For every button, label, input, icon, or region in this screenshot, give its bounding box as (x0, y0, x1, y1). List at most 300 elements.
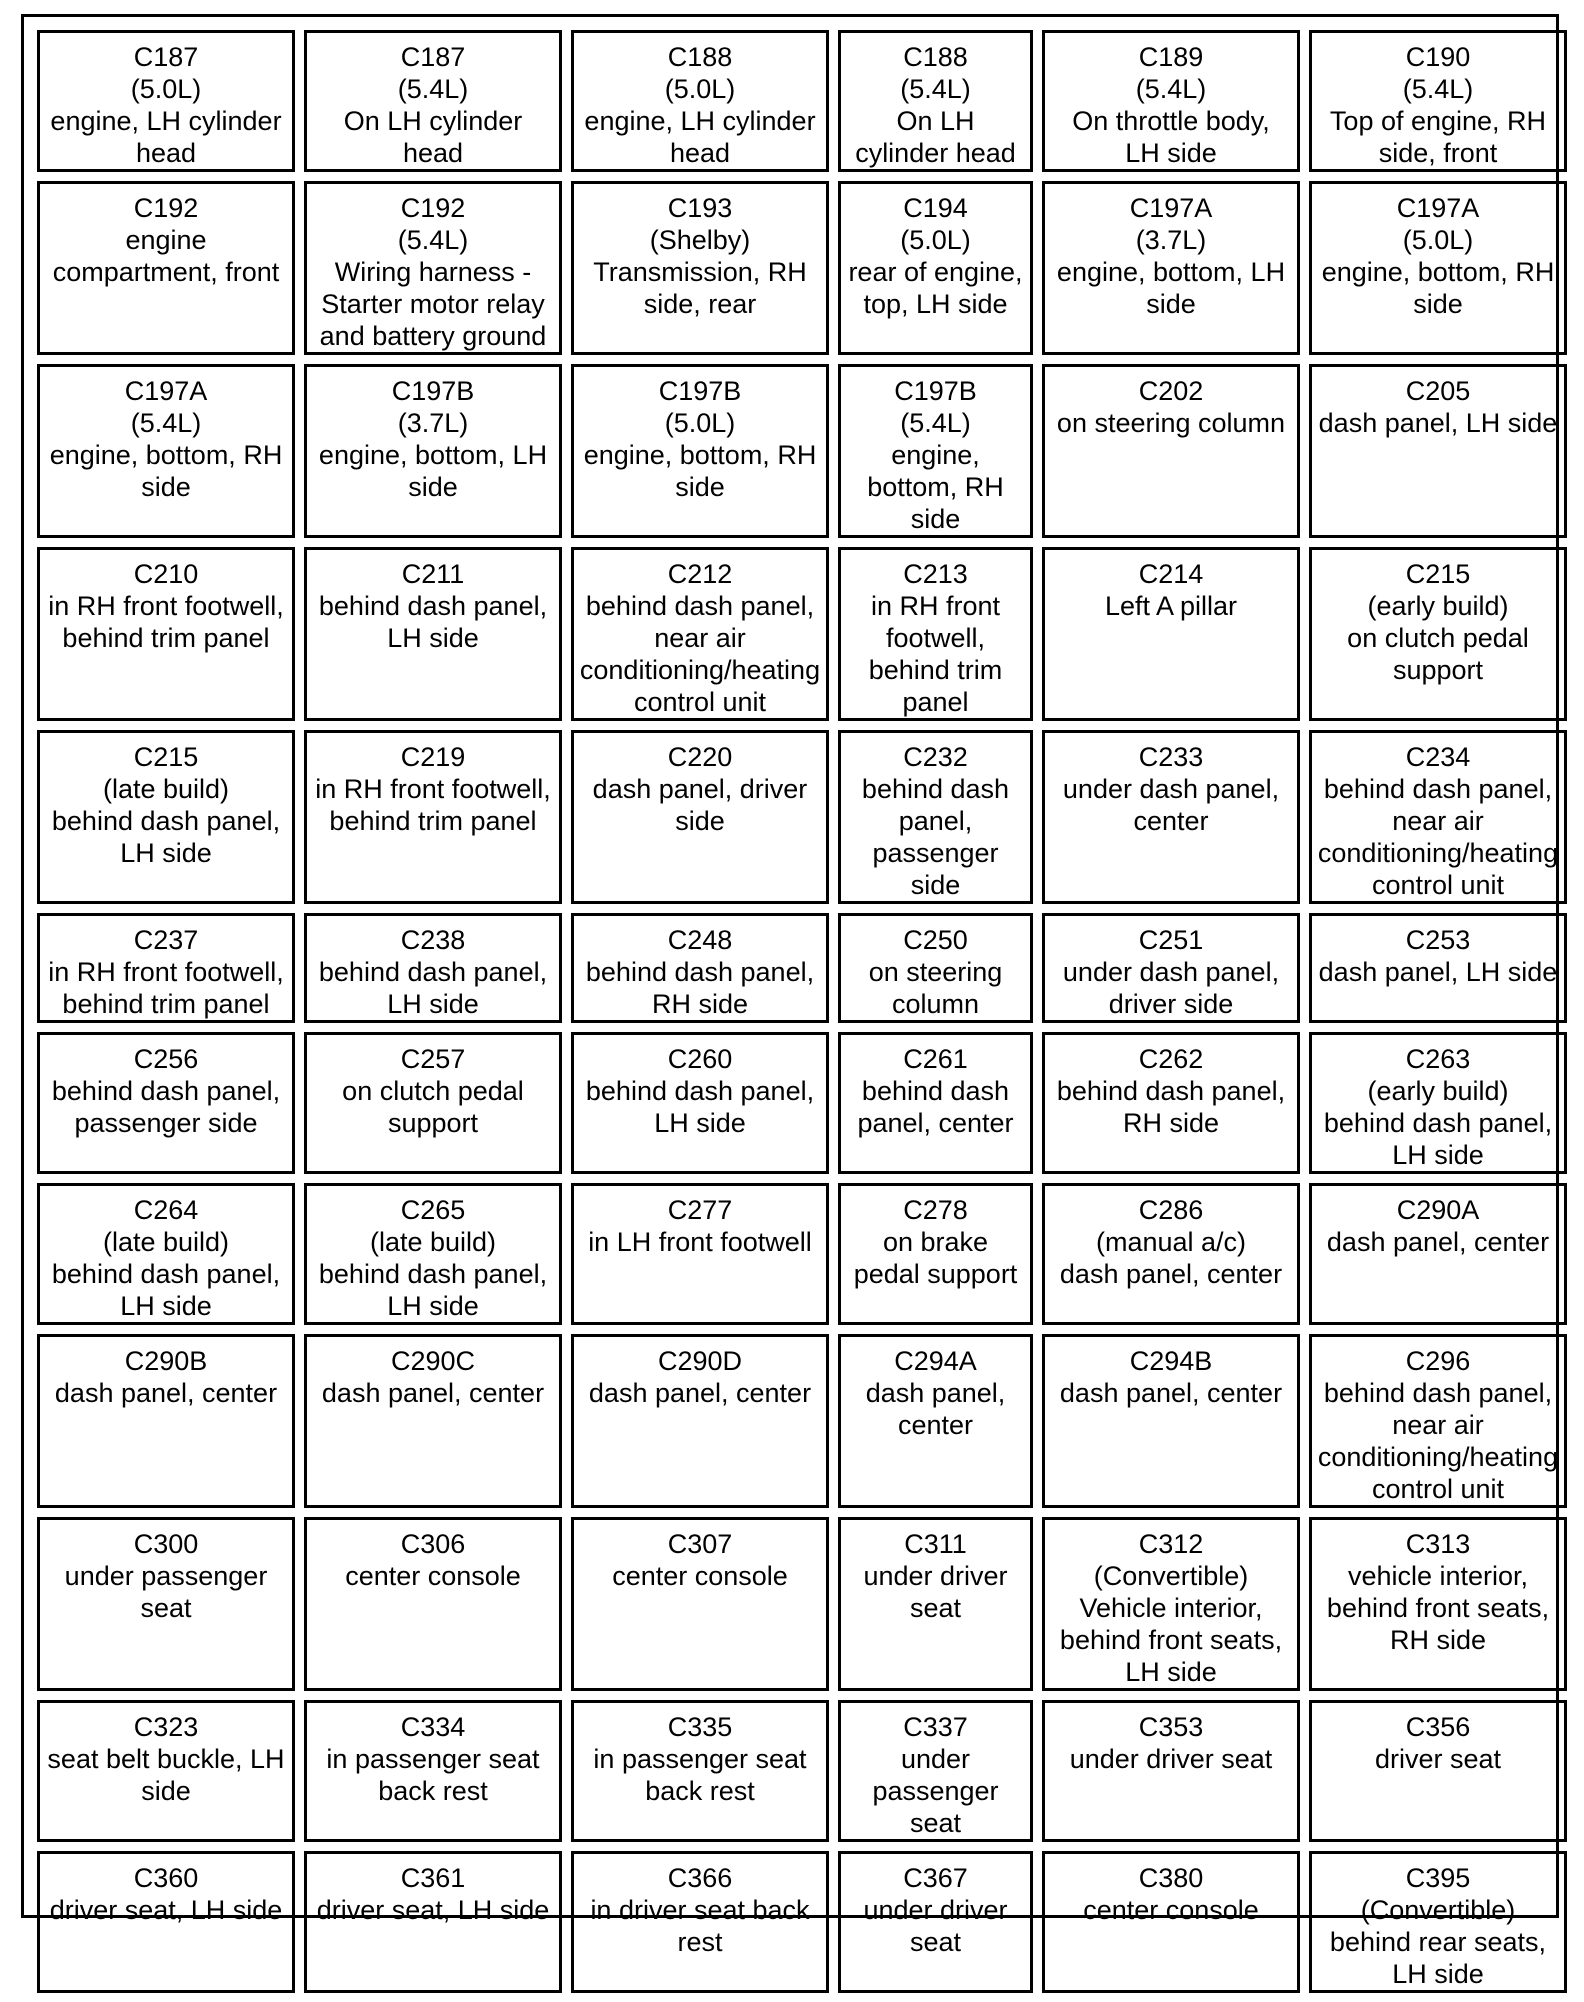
connector-cell (304, 1851, 562, 1993)
connector-location-line: driver side (1108, 989, 1234, 1019)
connector-location-line: (late build) (102, 1227, 230, 1257)
connector-location-line: (Convertible) (1360, 1895, 1516, 1925)
connector-location-line: on steering column (1056, 408, 1286, 438)
connector-location-line: head (135, 138, 197, 168)
connector-location-line: under driver (863, 1895, 1008, 1925)
connector-cell (1309, 1517, 1567, 1691)
connector-id: C197A (1129, 193, 1213, 223)
connector-location-line: seat (909, 1808, 962, 1838)
table-row (37, 547, 1567, 721)
connector-id: C262 (1138, 1044, 1204, 1074)
connector-location-line: LH side (387, 623, 479, 653)
connector-id: C253 (1405, 925, 1471, 955)
connector-cell (1042, 1183, 1300, 1325)
connector-location-line: engine, bottom, RH (583, 440, 817, 470)
connector-location-line: side, front (1378, 138, 1498, 168)
connector-location-line: cylinder head (855, 138, 1016, 168)
connector-location-line: behind trim panel (329, 806, 537, 836)
connector-id: C205 (1405, 376, 1471, 406)
connector-id: C290A (1396, 1195, 1480, 1225)
connector-id: C214 (1138, 559, 1204, 589)
connector-location-line: (3.7L) (1135, 225, 1207, 255)
connector-cell (304, 730, 562, 904)
connector-location-line: control unit (633, 687, 767, 717)
connector-location-line: engine, bottom, RH (49, 440, 283, 470)
connector-cell (571, 1334, 829, 1508)
connector-id: C194 (903, 193, 968, 223)
connector-cell (37, 1700, 295, 1842)
connector-location-line: engine, LH cylinder (50, 106, 282, 136)
connector-cell (37, 1517, 295, 1691)
connector-location-line: side, rear (643, 289, 757, 319)
connector-location-line: behind dash panel, (51, 806, 281, 836)
connector-cell (1309, 30, 1567, 172)
connector-cell (838, 1851, 1033, 1993)
connector-location-line: back rest (645, 1776, 755, 1806)
connector-location-line: (5.4L) (900, 74, 971, 104)
connector-location-line: driver seat, LH side (49, 1895, 283, 1925)
connector-cell (37, 1334, 295, 1508)
connector-location-line: dash panel, (865, 1378, 1006, 1408)
connector-location-line: behind dash (861, 1076, 1010, 1106)
connector-location-line: side (141, 472, 191, 502)
connector-location-line: dash panel, LH side (1318, 957, 1558, 987)
connector-id: C192 (133, 193, 199, 223)
connector-cell (571, 1700, 829, 1842)
connector-location-line: center (897, 1410, 974, 1440)
connector-location-line: driver seat (1374, 1744, 1502, 1774)
connector-location-line: (late build) (102, 774, 230, 804)
connector-cell (37, 913, 295, 1023)
connector-location-line: support (387, 1108, 479, 1138)
connector-cell (1309, 913, 1567, 1023)
table-row (37, 1334, 1567, 1508)
connector-id: C294B (1129, 1346, 1213, 1376)
connector-location-line: Starter motor relay (321, 289, 545, 319)
connector-location-line: behind dash panel, (318, 957, 548, 987)
connector-location-line: LH side (1392, 1959, 1484, 1989)
table-row (37, 1032, 1567, 1174)
connector-cell (838, 364, 1033, 538)
connector-cell (304, 1517, 562, 1691)
connector-location-line: behind front seats, (1059, 1625, 1283, 1655)
connector-location-line: dash panel, LH side (1318, 408, 1558, 438)
connector-location-line: Left A pillar (1104, 591, 1238, 621)
connector-location-line: support (1392, 655, 1484, 685)
connector-cell (1042, 547, 1300, 721)
connector-location-line: (early build) (1367, 1076, 1509, 1106)
connector-id: C220 (667, 742, 733, 772)
connector-id: C300 (133, 1529, 199, 1559)
connector-location-line: (early build) (1367, 591, 1509, 621)
connector-cell (1309, 1334, 1567, 1508)
connector-location-line: (5.0L) (900, 225, 971, 255)
connector-location-line: On LH cylinder (343, 106, 523, 136)
connector-location-line: engine, bottom, LH (318, 440, 548, 470)
connector-id: C248 (667, 925, 733, 955)
connector-location-line: footwell, (885, 623, 986, 653)
table-row (37, 913, 1567, 1023)
connector-id: C188 (903, 42, 968, 72)
connector-location-line: in RH front footwell, (315, 774, 551, 804)
connector-cell (1042, 1851, 1300, 1993)
connector-cell (838, 30, 1033, 172)
connector-location-line: RH side (651, 989, 749, 1019)
connector-id: C307 (667, 1529, 733, 1559)
connector-id: C232 (903, 742, 968, 772)
connector-location-line: engine, (891, 440, 980, 470)
connector-cell (571, 1851, 829, 1993)
connector-location-line: (5.4L) (397, 225, 469, 255)
connector-location-line: under dash panel, (1062, 957, 1280, 987)
connector-id: C323 (133, 1712, 199, 1742)
connector-location-line: and battery ground (319, 321, 547, 351)
connector-cell (838, 1334, 1033, 1508)
connector-cell (1309, 1183, 1567, 1325)
connector-cell (571, 1032, 829, 1174)
connector-location-line: control unit (1371, 1474, 1505, 1504)
connector-id: C261 (903, 1044, 968, 1074)
connector-location-line: dash panel, center (588, 1378, 812, 1408)
connector-id: C202 (1138, 376, 1204, 406)
connector-cell (37, 730, 295, 904)
connector-location-line: in passenger seat (593, 1744, 807, 1774)
connector-location-line: passenger (872, 1776, 999, 1806)
connector-cell (1309, 730, 1567, 904)
connector-id: C277 (667, 1195, 733, 1225)
connector-id: C264 (133, 1195, 199, 1225)
connector-location-line: in RH front footwell, (48, 957, 284, 987)
connector-location-line: LH side (120, 1291, 212, 1321)
connector-location-line: behind dash panel, (318, 591, 548, 621)
connector-id: C380 (1138, 1863, 1204, 1893)
connector-cell (838, 547, 1033, 721)
connector-cell (1042, 30, 1300, 172)
connector-location-line: control unit (1371, 870, 1505, 900)
connector-cell (304, 1183, 562, 1325)
connector-location-line: (5.0L) (130, 74, 202, 104)
connector-location-line: (3.7L) (397, 408, 469, 438)
connector-location-line: (5.4L) (397, 74, 469, 104)
connector-location-line: passenger side (74, 1108, 258, 1138)
connector-id: C334 (400, 1712, 466, 1742)
connector-id: C197B (391, 376, 475, 406)
connector-id: C251 (1138, 925, 1204, 955)
connector-location-line: on brake (882, 1227, 989, 1257)
connector-location-table-frame (21, 14, 1559, 1989)
connector-location-line: near air (1392, 806, 1484, 836)
connector-id: C306 (400, 1529, 466, 1559)
connector-id: C263 (1405, 1044, 1471, 1074)
connector-id: C395 (1405, 1863, 1471, 1893)
connector-id: C361 (400, 1863, 466, 1893)
connector-location-line: behind dash panel, (318, 1259, 548, 1289)
connector-location-line: On throttle body, (1072, 106, 1270, 136)
connector-id: C233 (1138, 742, 1204, 772)
connector-location-line: in passenger seat (326, 1744, 540, 1774)
connector-location-line: seat (909, 1593, 962, 1623)
connector-location-line: rear of engine, (848, 257, 1023, 287)
connector-id: C311 (904, 1529, 967, 1559)
connector-cell (571, 1517, 829, 1691)
connector-cell (1042, 1334, 1300, 1508)
connector-cell (304, 1700, 562, 1842)
connector-cell (571, 181, 829, 355)
connector-location-line: behind dash panel, (1323, 1108, 1553, 1138)
connector-location-line: (5.0L) (664, 408, 736, 438)
connector-location-line: side (408, 472, 458, 502)
connector-cell (1042, 364, 1300, 538)
connector-location-line: under passenger (64, 1561, 268, 1591)
connector-cell (571, 913, 829, 1023)
connector-location-line: conditioning/heating (579, 655, 821, 685)
connector-location-line: dash panel, center (54, 1378, 278, 1408)
connector-location-line: engine, bottom, LH (1056, 257, 1286, 287)
connector-location-line: on clutch pedal (1347, 623, 1529, 653)
connector-location-line: panel, (898, 806, 973, 836)
connector-cell (571, 1183, 829, 1325)
connector-cell (37, 30, 295, 172)
connector-location-line: on clutch pedal (342, 1076, 524, 1106)
connector-id: C190 (1405, 42, 1471, 72)
connector-cell (304, 1334, 562, 1508)
connector-location-line: on steering (868, 957, 1003, 987)
connector-location-line: head (402, 138, 464, 168)
connector-location-line: center (1133, 806, 1209, 836)
connector-location-line: (5.4L) (1402, 74, 1474, 104)
connector-location-line: behind dash panel, (51, 1259, 281, 1289)
table-row (37, 1517, 1567, 1691)
connector-location-line: seat (909, 1927, 962, 1957)
connector-cell (571, 547, 829, 721)
connector-id: C290B (124, 1346, 208, 1376)
connector-location-line: LH side (654, 1108, 746, 1138)
connector-cell (37, 1851, 295, 1993)
connector-cell (571, 364, 829, 538)
connector-location-line: behind dash panel, (1323, 774, 1553, 804)
connector-id: C187 (133, 42, 199, 72)
table-row (37, 364, 1567, 538)
connector-cell (838, 1700, 1033, 1842)
connector-id: C313 (1405, 1529, 1471, 1559)
connector-location-line: (late build) (369, 1227, 497, 1257)
connector-location-line: behind dash panel, (1323, 1378, 1553, 1408)
connector-location-line: Wiring harness - (334, 257, 532, 287)
connector-cell (1309, 1851, 1567, 1993)
connector-id: C337 (903, 1712, 968, 1742)
connector-location-line: LH side (387, 989, 479, 1019)
connector-location-line: driver seat, LH side (316, 1895, 550, 1925)
connector-cell (571, 30, 829, 172)
connector-location-line: passenger (872, 838, 999, 868)
connector-location-line: (manual a/c) (1095, 1227, 1247, 1257)
connector-cell (304, 1032, 562, 1174)
connector-id: C188 (667, 42, 733, 72)
connector-location-line: LH side (120, 838, 212, 868)
connector-cell (1309, 1032, 1567, 1174)
connector-location-line: Transmission, RH (593, 257, 807, 287)
connector-location-line: in RH front footwell, (48, 591, 284, 621)
connector-location-table (28, 21, 1576, 2002)
connector-id: C296 (1405, 1346, 1471, 1376)
connector-location-line: rest (677, 1927, 723, 1957)
table-row (37, 181, 1567, 355)
connector-cell (838, 1183, 1033, 1325)
connector-cell (1042, 730, 1300, 904)
connector-id: C356 (1405, 1712, 1471, 1742)
connector-id: C286 (1138, 1195, 1204, 1225)
connector-location-line: On LH (896, 106, 975, 136)
connector-cell (1309, 181, 1567, 355)
connector-cell (1042, 913, 1300, 1023)
connector-location-line: (5.4L) (1135, 74, 1207, 104)
connector-location-line: (5.4L) (900, 408, 971, 438)
connector-location-line: panel, center (857, 1108, 1014, 1138)
connector-id: C294A (894, 1346, 977, 1376)
connector-cell (838, 1032, 1033, 1174)
connector-location-line: Top of engine, RH (1329, 106, 1547, 136)
connector-location-line: behind dash panel, (1056, 1076, 1286, 1106)
connector-id: C256 (133, 1044, 199, 1074)
connector-location-line: under (900, 1744, 971, 1774)
table-row (37, 1851, 1567, 1993)
connector-location-line: dash panel, driver (592, 774, 808, 804)
connector-id: C197B (658, 376, 742, 406)
connector-location-line: engine (125, 225, 207, 255)
connector-location-line: bottom, RH (867, 472, 1004, 502)
connector-location-line: behind dash panel, (585, 1076, 815, 1106)
connector-id: C213 (903, 559, 968, 589)
connector-location-line: side (910, 870, 961, 900)
connector-id: C197B (894, 376, 977, 406)
connector-id: C260 (667, 1044, 733, 1074)
connector-location-line: side (675, 472, 725, 502)
connector-id: C219 (400, 742, 466, 772)
connector-id: C237 (133, 925, 199, 955)
connector-location-line: seat (140, 1593, 192, 1623)
connector-location-line: behind trim panel (62, 623, 270, 653)
connector-location-line: head (669, 138, 731, 168)
connector-cell (304, 364, 562, 538)
table-row (37, 730, 1567, 904)
connector-cell (37, 547, 295, 721)
connector-cell (37, 364, 295, 538)
connector-id: C215 (133, 742, 199, 772)
connector-cell (304, 913, 562, 1023)
connector-location-line: dash panel, center (1059, 1259, 1283, 1289)
connector-location-line: column (891, 989, 980, 1019)
connector-cell (838, 1517, 1033, 1691)
connector-location-line: center console (345, 1561, 521, 1591)
connector-id: C210 (133, 559, 199, 589)
connector-cell (1309, 1700, 1567, 1842)
connector-id: C211 (401, 559, 465, 589)
connector-cell (1042, 1517, 1300, 1691)
connector-id: C360 (133, 1863, 199, 1893)
connector-cell (1042, 181, 1300, 355)
connector-location-line: seat belt buckle, LH (47, 1744, 285, 1774)
connector-location-line: behind trim (868, 655, 1003, 685)
connector-id: C234 (1405, 742, 1471, 772)
connector-location-line: (5.4L) (130, 408, 202, 438)
connector-location-line: behind rear seats, (1329, 1927, 1547, 1957)
connector-id: C187 (400, 42, 466, 72)
connector-cell (838, 181, 1033, 355)
connector-location-line: in RH front (870, 591, 1001, 621)
connector-cell (37, 1183, 295, 1325)
connector-location-line: top, LH side (863, 289, 1008, 319)
connector-id: C290D (657, 1346, 743, 1376)
connector-location-line: in LH front footwell (588, 1227, 812, 1257)
connector-location-line: behind dash panel, (585, 591, 815, 621)
connector-location-line: side (1413, 289, 1463, 319)
connector-location-line: behind dash panel, (51, 1076, 281, 1106)
connector-location-line: near air (1392, 1410, 1484, 1440)
connector-location-line: (Convertible) (1093, 1561, 1249, 1591)
connector-id: C197A (124, 376, 208, 406)
table-row (37, 1183, 1567, 1325)
connector-location-line: center console (612, 1561, 788, 1591)
connector-location-line: behind dash panel, (585, 957, 815, 987)
connector-cell (37, 1032, 295, 1174)
connector-location-line: (5.0L) (1402, 225, 1474, 255)
connector-cell (304, 30, 562, 172)
connector-location-line: (Shelby) (649, 225, 751, 255)
connector-cell (838, 730, 1033, 904)
connector-id: C193 (667, 193, 733, 223)
connector-location-line: behind front seats, (1326, 1593, 1550, 1623)
connector-id: C215 (1405, 559, 1471, 589)
connector-location-line: conditioning/heating (1317, 1442, 1559, 1472)
connector-id: C312 (1138, 1529, 1204, 1559)
connector-location-line: Vehicle interior, (1079, 1593, 1263, 1623)
connector-id: C278 (903, 1195, 968, 1225)
connector-location-line: side (1146, 289, 1196, 319)
connector-id: C290C (390, 1346, 476, 1376)
connector-location-line: dash panel, center (321, 1378, 545, 1408)
connector-location-line: (5.0L) (664, 74, 736, 104)
connector-location-line: in driver seat back (590, 1895, 810, 1925)
connector-id: C189 (1138, 42, 1204, 72)
connector-location-line: under dash panel, (1062, 774, 1280, 804)
connector-location-line: LH side (1125, 1657, 1217, 1687)
connector-id: C197A (1396, 193, 1480, 223)
connector-location-line: center console (1083, 1895, 1259, 1925)
connector-location-line: under driver seat (1069, 1744, 1273, 1774)
connector-cell (304, 181, 562, 355)
connector-id: C335 (667, 1712, 733, 1742)
connector-location-line: LH side (1125, 138, 1217, 168)
connector-id: C250 (903, 925, 968, 955)
connector-cell (1309, 547, 1567, 721)
connector-location-line: RH side (1122, 1108, 1220, 1138)
connector-id: C192 (400, 193, 466, 223)
table-row (37, 1700, 1567, 1842)
connector-location-line: RH side (1389, 1625, 1487, 1655)
connector-id: C212 (667, 559, 733, 589)
connector-location-line: side (675, 806, 725, 836)
connector-location-line: panel (902, 687, 969, 717)
connector-location-line: LH side (387, 1291, 479, 1321)
table-body (37, 30, 1567, 1993)
connector-location-line: behind dash (861, 774, 1010, 804)
connector-cell (1042, 1700, 1300, 1842)
connector-location-line: side (141, 1776, 191, 1806)
connector-cell (304, 547, 562, 721)
connector-cell (838, 913, 1033, 1023)
connector-location-line: engine, LH cylinder (584, 106, 816, 136)
connector-id: C353 (1138, 1712, 1204, 1742)
